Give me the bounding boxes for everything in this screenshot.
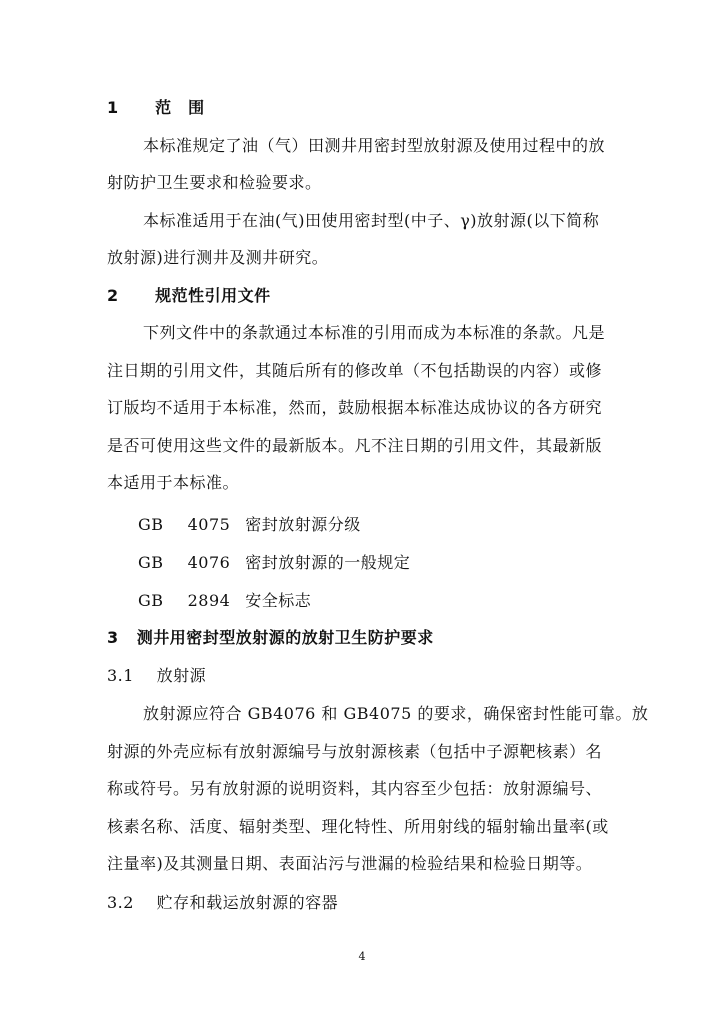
section-1-heading	[107, 98, 205, 118]
section-3-heading	[107, 628, 434, 648]
section-1-p2-line-1: 本标准适用于在油(气)田使用密封型(中子、γ)放射源(以下简称	[143, 211, 600, 230]
section-1-number: 1	[107, 98, 119, 117]
reference-number: 4075	[187, 515, 231, 534]
subsection-3-2-heading	[107, 893, 338, 913]
reference-number: 4076	[187, 553, 231, 572]
reference-number: 2894	[187, 591, 231, 610]
section-2-number: 2	[107, 286, 119, 305]
subsection-3-1-title: 放射源	[156, 666, 207, 685]
section-3-title: 测井用密封型放射源的放射卫生防护要求	[136, 628, 434, 647]
subsection-3-2-number: 3.2	[107, 893, 134, 912]
section-2-p-line-2: 注日期的引用文件，其随后所有的修改单（不包括勘误的内容）或修	[107, 361, 603, 380]
section-1-p1-line-2: 射防护卫生要求和检验要求。	[107, 173, 322, 192]
reference-title: 安全标志	[245, 591, 312, 610]
section-2-p-line-5: 本适用于本标准。	[107, 473, 240, 492]
subsection-3-1-p-line-3: 称或符号。另有放射源的说明资料，其内容至少包括：放射源编号、	[107, 779, 603, 798]
reference-code: GB	[138, 591, 164, 610]
section-1-title: 范 围	[155, 98, 205, 117]
subsection-3-1-p-line-2: 射源的外壳应标有放射源编号与放射源核素（包括中子源靶核素）名	[107, 742, 603, 761]
section-2-p-line-3: 订版均不适用于本标准，然而，鼓励根据本标准达成协议的各方研究	[107, 398, 603, 417]
section-1-p1-line-1: 本标准规定了油（气）田测井用密封型放射源及使用过程中的放	[143, 136, 606, 155]
subsection-3-1-p-line-1: 放射源应符合 GB4076 和 GB4075 的要求，确保密封性能可靠。放	[143, 704, 649, 723]
section-1-p2-line-2: 放射源)进行测井及测井研究。	[107, 248, 329, 267]
section-2-p-line-4: 是否可使用这些文件的最新版本。凡不注日期的引用文件，其最新版	[107, 436, 603, 455]
section-3-number: 3	[107, 628, 119, 647]
subsection-3-2-title: 贮存和载运放射源的容器	[156, 893, 339, 912]
subsection-3-1-p-line-5: 注量率)及其测量日期、表面沾污与泄漏的检验结果和检验日期等。	[107, 854, 593, 873]
subsection-3-1-p-line-4: 核素名称、活度、辐射类型、理化特性、所用射线的辐射输出量率(或	[107, 817, 609, 836]
subsection-3-1-heading	[107, 666, 206, 686]
subsection-3-1-number: 3.1	[107, 666, 134, 685]
section-2-title: 规范性引用文件	[155, 286, 271, 305]
reference-item	[138, 553, 410, 573]
reference-title: 密封放射源分级	[245, 515, 361, 534]
reference-code: GB	[138, 515, 164, 534]
reference-item	[138, 515, 361, 535]
page-number: 4	[358, 950, 366, 963]
section-2-p-line-1: 下列文件中的条款通过本标准的引用而成为本标准的条款。凡是	[143, 323, 606, 342]
reference-title: 密封放射源的一般规定	[245, 553, 411, 572]
reference-item	[138, 591, 311, 611]
section-2-heading	[107, 286, 271, 306]
reference-code: GB	[138, 553, 164, 572]
